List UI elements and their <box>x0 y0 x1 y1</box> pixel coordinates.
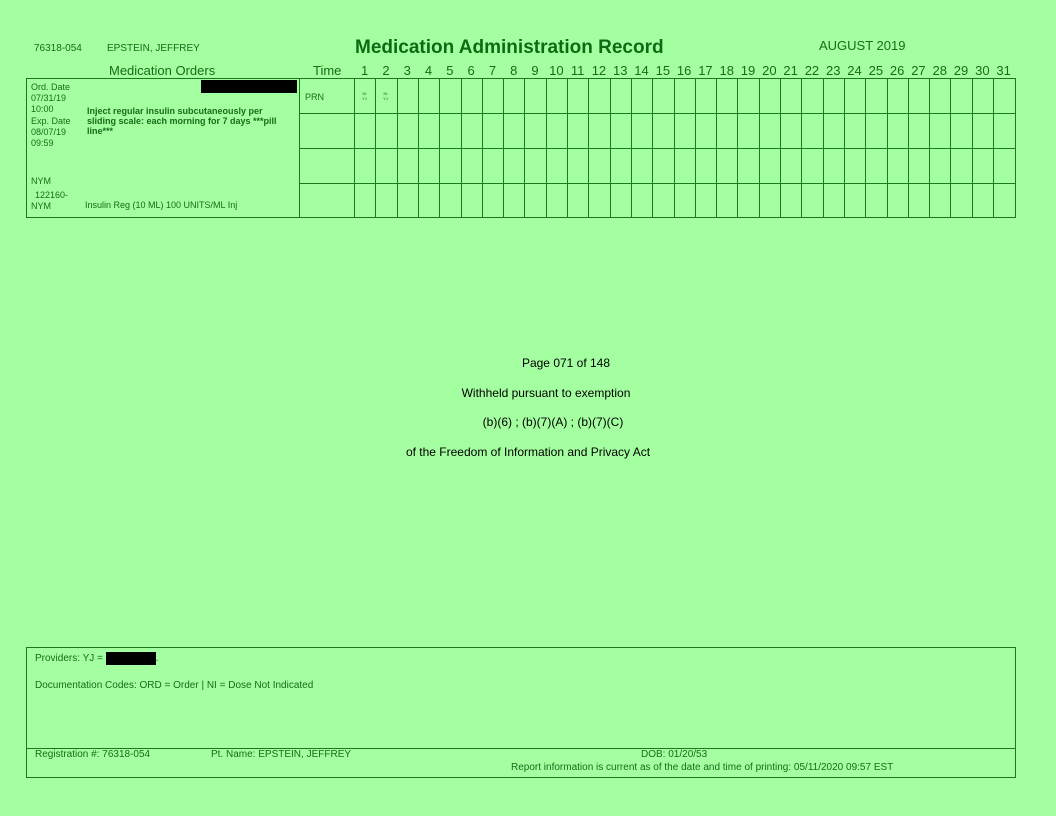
day-column-line <box>716 79 717 217</box>
day-column-line <box>546 79 547 217</box>
instruction-line-2: sliding scale: each morning for 7 days ***pill <box>87 116 277 126</box>
time-header: Time <box>313 63 342 78</box>
day-header: 12 <box>591 63 607 78</box>
day-column-line <box>631 79 632 217</box>
day-header: 7 <box>488 63 497 78</box>
providers-suffix: . <box>155 653 159 665</box>
day-header: 5 <box>446 63 454 78</box>
page-title: Medication Administration Record <box>355 37 664 58</box>
withheld-line-1: Withheld pursuant to exemption <box>461 386 631 400</box>
providers-line <box>35 652 158 665</box>
page-number: Page 071 of 148 <box>521 356 611 370</box>
day-header: 28 <box>932 63 947 78</box>
day-header: 13 <box>613 63 628 78</box>
day-header: 2 <box>382 63 390 78</box>
day-column-line <box>397 79 398 217</box>
day-header: 27 <box>911 63 926 78</box>
day-2-provider: YJ <box>383 96 388 101</box>
exp-date: 08/07/19 <box>31 127 67 137</box>
drug-name: Insulin Reg (10 ML) 100 UNITS/ML Inj <box>85 200 238 210</box>
day-header: 3 <box>403 63 411 78</box>
administration-grid <box>26 78 1016 218</box>
month-year: AUGUST 2019 <box>819 38 906 53</box>
day-header: 21 <box>783 63 798 78</box>
day-header: 23 <box>826 63 841 78</box>
day-column-line <box>844 79 845 217</box>
day-column-line <box>695 79 696 217</box>
day-column-line <box>801 79 802 217</box>
day-column-line <box>610 79 611 217</box>
day-header: 20 <box>762 63 777 78</box>
report-info: Report information is current as of the date and time of printing: 05/11/2020 09:57 EST <box>511 762 894 773</box>
withheld-line-3: of the Freedom of Information and Privacy Act <box>405 445 651 459</box>
day-2-entry <box>375 91 396 101</box>
day-2-code: NI <box>383 91 388 96</box>
day-1-provider: YJ <box>362 96 367 101</box>
footer-patient-name: Pt. Name: EPSTEIN, JEFFREY <box>211 749 352 760</box>
day-column-line <box>823 79 824 217</box>
day-column-line <box>780 79 781 217</box>
day-column-line <box>503 79 504 217</box>
rx-number: 122160- <box>35 190 69 200</box>
time-prn: PRN <box>305 92 325 102</box>
day-column-line <box>524 79 525 217</box>
ord-date-label: Ord. Date <box>31 82 71 92</box>
providers-label: Providers: YJ = <box>35 653 106 665</box>
day-header: 9 <box>531 63 539 78</box>
ord-date: 07/31/19 <box>31 93 67 103</box>
day-header: 18 <box>719 63 734 78</box>
day-header: 17 <box>698 63 713 78</box>
exp-date-label: Exp. Date <box>31 116 71 126</box>
day-column-line <box>652 79 653 217</box>
day-header: 15 <box>655 63 671 78</box>
footer-registration: Registration #: 76318-054 <box>35 749 151 760</box>
day-column-line <box>950 79 951 217</box>
redaction-block <box>201 80 297 93</box>
day-header: 11 <box>570 63 585 78</box>
ord-time: 10:00 <box>31 104 54 114</box>
documentation-codes: Documentation Codes: ORD = Order | NI = Dose Not Indicated <box>35 680 314 691</box>
day-column-line <box>908 79 909 217</box>
day-column-line <box>993 79 994 217</box>
day-header: 30 <box>975 63 990 78</box>
footer-box <box>26 647 1016 778</box>
day-column-line <box>418 79 419 217</box>
provider-redaction <box>106 652 156 665</box>
day-column-line <box>887 79 888 217</box>
day-header: 24 <box>847 63 862 78</box>
day-header: 25 <box>868 63 884 78</box>
day-header: 4 <box>424 63 433 78</box>
day-header: 31 <box>996 63 1011 78</box>
day-1-code: NI <box>362 91 367 96</box>
day-header: 26 <box>889 63 905 78</box>
day-column-line <box>567 79 568 217</box>
day-column-line <box>482 79 483 217</box>
day-column-line <box>439 79 440 217</box>
medication-orders-header: Medication Orders <box>109 63 216 78</box>
day-header: 22 <box>804 63 820 78</box>
rx-facility: NYM <box>31 201 51 211</box>
patient-name: EPSTEIN, JEFFREY <box>107 43 200 54</box>
day-column-line <box>972 79 973 217</box>
facility-code: NYM <box>31 176 51 186</box>
day-column-line <box>737 79 738 217</box>
day-header: 6 <box>467 63 475 78</box>
footer-divider <box>27 748 1015 749</box>
day-header: 1 <box>361 63 369 78</box>
registration-number: 76318-054 <box>34 43 82 54</box>
day-column-line <box>929 79 930 217</box>
day-column-line <box>759 79 760 217</box>
withheld-line-2: (b)(6) ; (b)(7)(A) ; (b)(7)(C) <box>482 415 624 429</box>
day-1-entry <box>354 91 375 101</box>
day-column-line <box>375 79 376 217</box>
footer-dob: DOB: 01/20/53 <box>641 749 708 760</box>
day-column-line <box>588 79 589 217</box>
instruction-line-3: line*** <box>87 126 114 136</box>
day-header: 29 <box>953 63 969 78</box>
day-column-line <box>674 79 675 217</box>
exp-time: 09:59 <box>31 138 54 148</box>
day-header: 16 <box>676 63 692 78</box>
day-header: 19 <box>740 63 756 78</box>
instruction-line-1: Inject regular insulin subcutaneously per <box>87 106 263 116</box>
day-column-line <box>865 79 866 217</box>
day-header: 10 <box>549 63 564 78</box>
day-column-line <box>461 79 462 217</box>
day-header: 14 <box>634 63 649 78</box>
day-header: 8 <box>510 63 518 78</box>
